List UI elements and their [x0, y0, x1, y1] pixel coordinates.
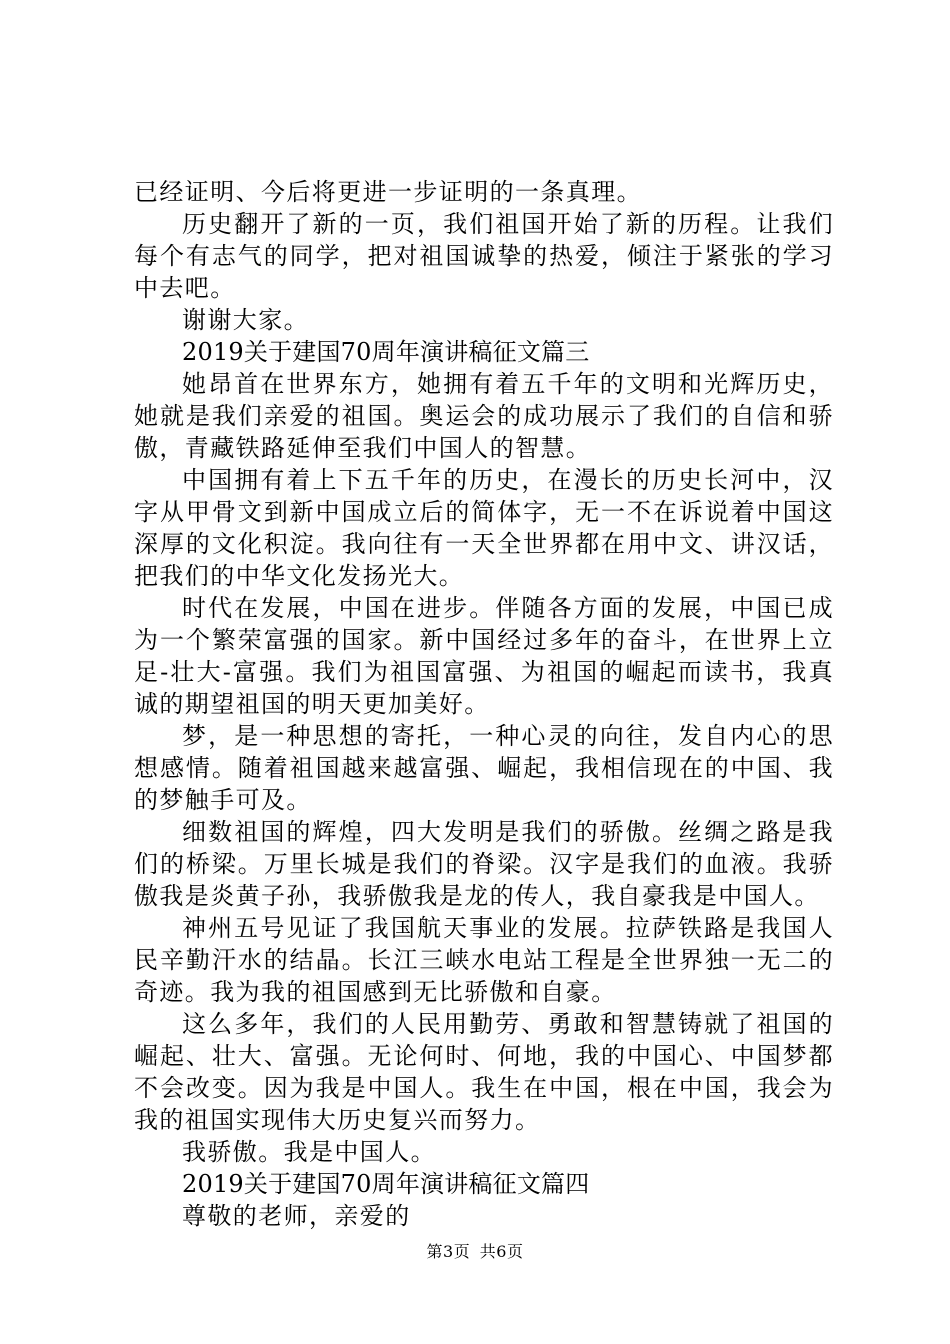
paragraph: 时代在发展，中国在进步。伴随各方面的发展，中国已成为一个繁荣富强的国家。新中国经过多年的奋斗，在世界上立足-壮大-富强。我们为祖国富强、为祖国的崛起而读书，我真诚的期望祖国的明天更加美好。 — [134, 594, 834, 718]
paragraph-thanks: 谢谢大家。 — [182, 306, 309, 334]
paragraph: 中国拥有着上下五千年的历史，在漫长的历史长河中，汉字从甲骨文到新中国成立后的简体字，无一不在诉说着中国这深厚的文化积淀。我向往有一天全世界都在用中文、讲汉话，把我们的中华文化发扬光大。 — [134, 466, 834, 590]
paragraph: 神州五号见证了我国航天事业的发展。拉萨铁路是我国人民辛勤汗水的结晶。长江三峡水电站工程是全世界独一无二的奇迹。我为我的祖国感到无比骄傲和自豪。 — [134, 914, 834, 1006]
paragraph: 历史翻开了新的一页，我们祖国开始了新的历程。让我们每个有志气的同学，把对祖国诚挚的热爱，倾注于紧张的学习中去吧。 — [134, 210, 834, 302]
paragraph: 梦，是一种思想的寄托，一种心灵的向往，发自内心的思想感情。随着祖国越来越富强、崛起，我相信现在的中国、我的梦触手可及。 — [134, 722, 834, 814]
section-heading-4: 2019关于建国70周年演讲稿征文篇四 — [182, 1170, 590, 1198]
paragraph-salutation: 尊敬的老师，亲爱的 — [182, 1202, 411, 1230]
page-total: 共6页 — [479, 1242, 524, 1261]
paragraph-continuation: 已经证明、今后将更进一步证明的一条真理。 — [134, 178, 642, 206]
paragraph: 我骄傲。我是中国人。 — [182, 1138, 436, 1166]
section-heading-3: 2019关于建国70周年演讲稿征文篇三 — [182, 338, 590, 366]
paragraph: 她昂首在世界东方，她拥有着五千年的文明和光辉历史，她就是我们亲爱的祖国。奥运会的成功展示了我们的自信和骄傲，青藏铁路延伸至我们中国人的智慧。 — [134, 370, 834, 462]
document-body — [134, 176, 834, 1232]
paragraph: 细数祖国的辉煌，四大发明是我们的骄傲。丝绸之路是我们的桥梁。万里长城是我们的脊梁。汉字是我们的血液。我骄傲我是炎黄子孙，我骄傲我是龙的传人，我自豪我是中国人。 — [134, 818, 834, 910]
paragraph: 这么多年，我们的人民用勤劳、勇敢和智慧铸就了祖国的崛起、壮大、富强。无论何时、何地，我的中国心、中国梦都不会改变。因为我是中国人。我生在中国，根在中国，我会为我的祖国实现伟大历史复兴而努力。 — [134, 1010, 834, 1134]
page-number: 第3页 — [426, 1242, 471, 1261]
page-footer — [0, 1242, 950, 1262]
